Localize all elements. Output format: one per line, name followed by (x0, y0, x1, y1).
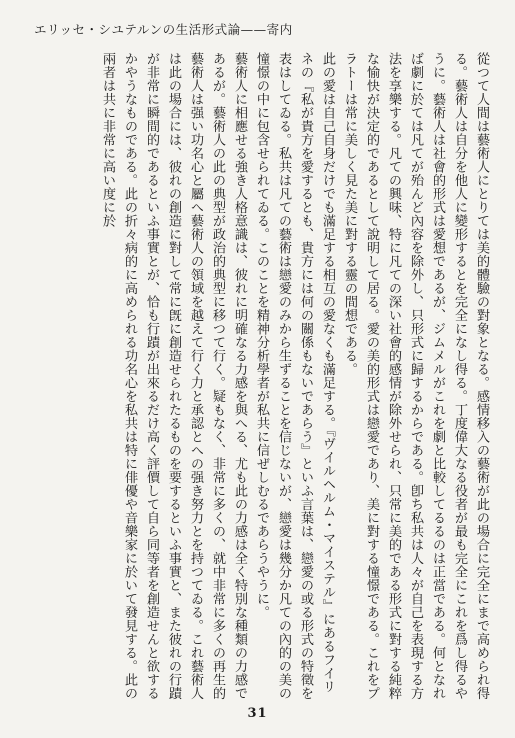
body-text (22, 52, 492, 700)
running-header (0, 20, 515, 38)
page-number: 31 (247, 706, 268, 721)
running-title: エリッセ・シユテルンの生活形式論——寄内 (34, 22, 293, 37)
paragraph: 從つて人間は藝術人にとりては美的體驗の對象となる。感情移入の藝術が此の場合に完全にまで高められ得る。藝術人は自分を他人に變形するとを完全になし得る。丁度偉大なる役者が最も完全にこれを爲し得るやうに。藝術人は社會的形式は愛想であるが、ジムメルがこれを劇と比較してるるのは正當である。何となれば劇に於ては凡てが殆んど內容を除外し、只形式に歸するからである。卽ち私共は人々が自己を表現する方法を享樂する。凡ての興味、特に凡ての深い社會的感情が除外せられ、只常に美的である形式に對する純粹な愉快が決定的であるとして說明して居る。愛の美的形式は戀愛であり、美に對する憧憬である。これをプラトーは常に美しく見た美に對する靈の間想である。 (342, 52, 489, 700)
paragraph: 藝術人に相應せる強き人格意識は、彼れに明確なる力感を與へる、尤も此の力感は全く特別な種類の力感であるが。藝術人の此の典型が政治的典型に移つて行く。疑もなく、非常に多くの、就中非常に多くの再生的藝術人は强い功名心と屬へ藝術人の領域を越えて行く力と承認とへの强き努力とを持つてゐる。これ藝術人は此の場合には、彼れの創造に對して常に旣に創造せられたるものを要するといふ事實と、また彼れの行蹟が非常に瞬間的であるといふ事實とが、恰も行蹟が出來るだけ高く評價して自ら同等者を創造せんと欲するかやうなものである。此の折々病的に高められる功名心を私共は特に俳優や音樂家に於いて發見する。此の兩者は共に非常に高い度に於 (100, 52, 247, 700)
paragraph: 此の愛は自己自身だけでも滿足する相互の愛なくも滿足する。『ヴイルヘルム・マイステル』にあるフイリネの『私が貴方を愛するとも、貴方には何の關係もないであらう』といふ言葉は、戀愛の或る形式の特徵を表はしてゐる。私共は凡ての藝術は戀愛のみから生ずることを信じないが、戀愛は幾分か凡ての內的の美の憧憬の中に包含せられてゐる。このことを精神分析學者が私共に信ぜしむるであらうやうに。 (254, 52, 335, 700)
